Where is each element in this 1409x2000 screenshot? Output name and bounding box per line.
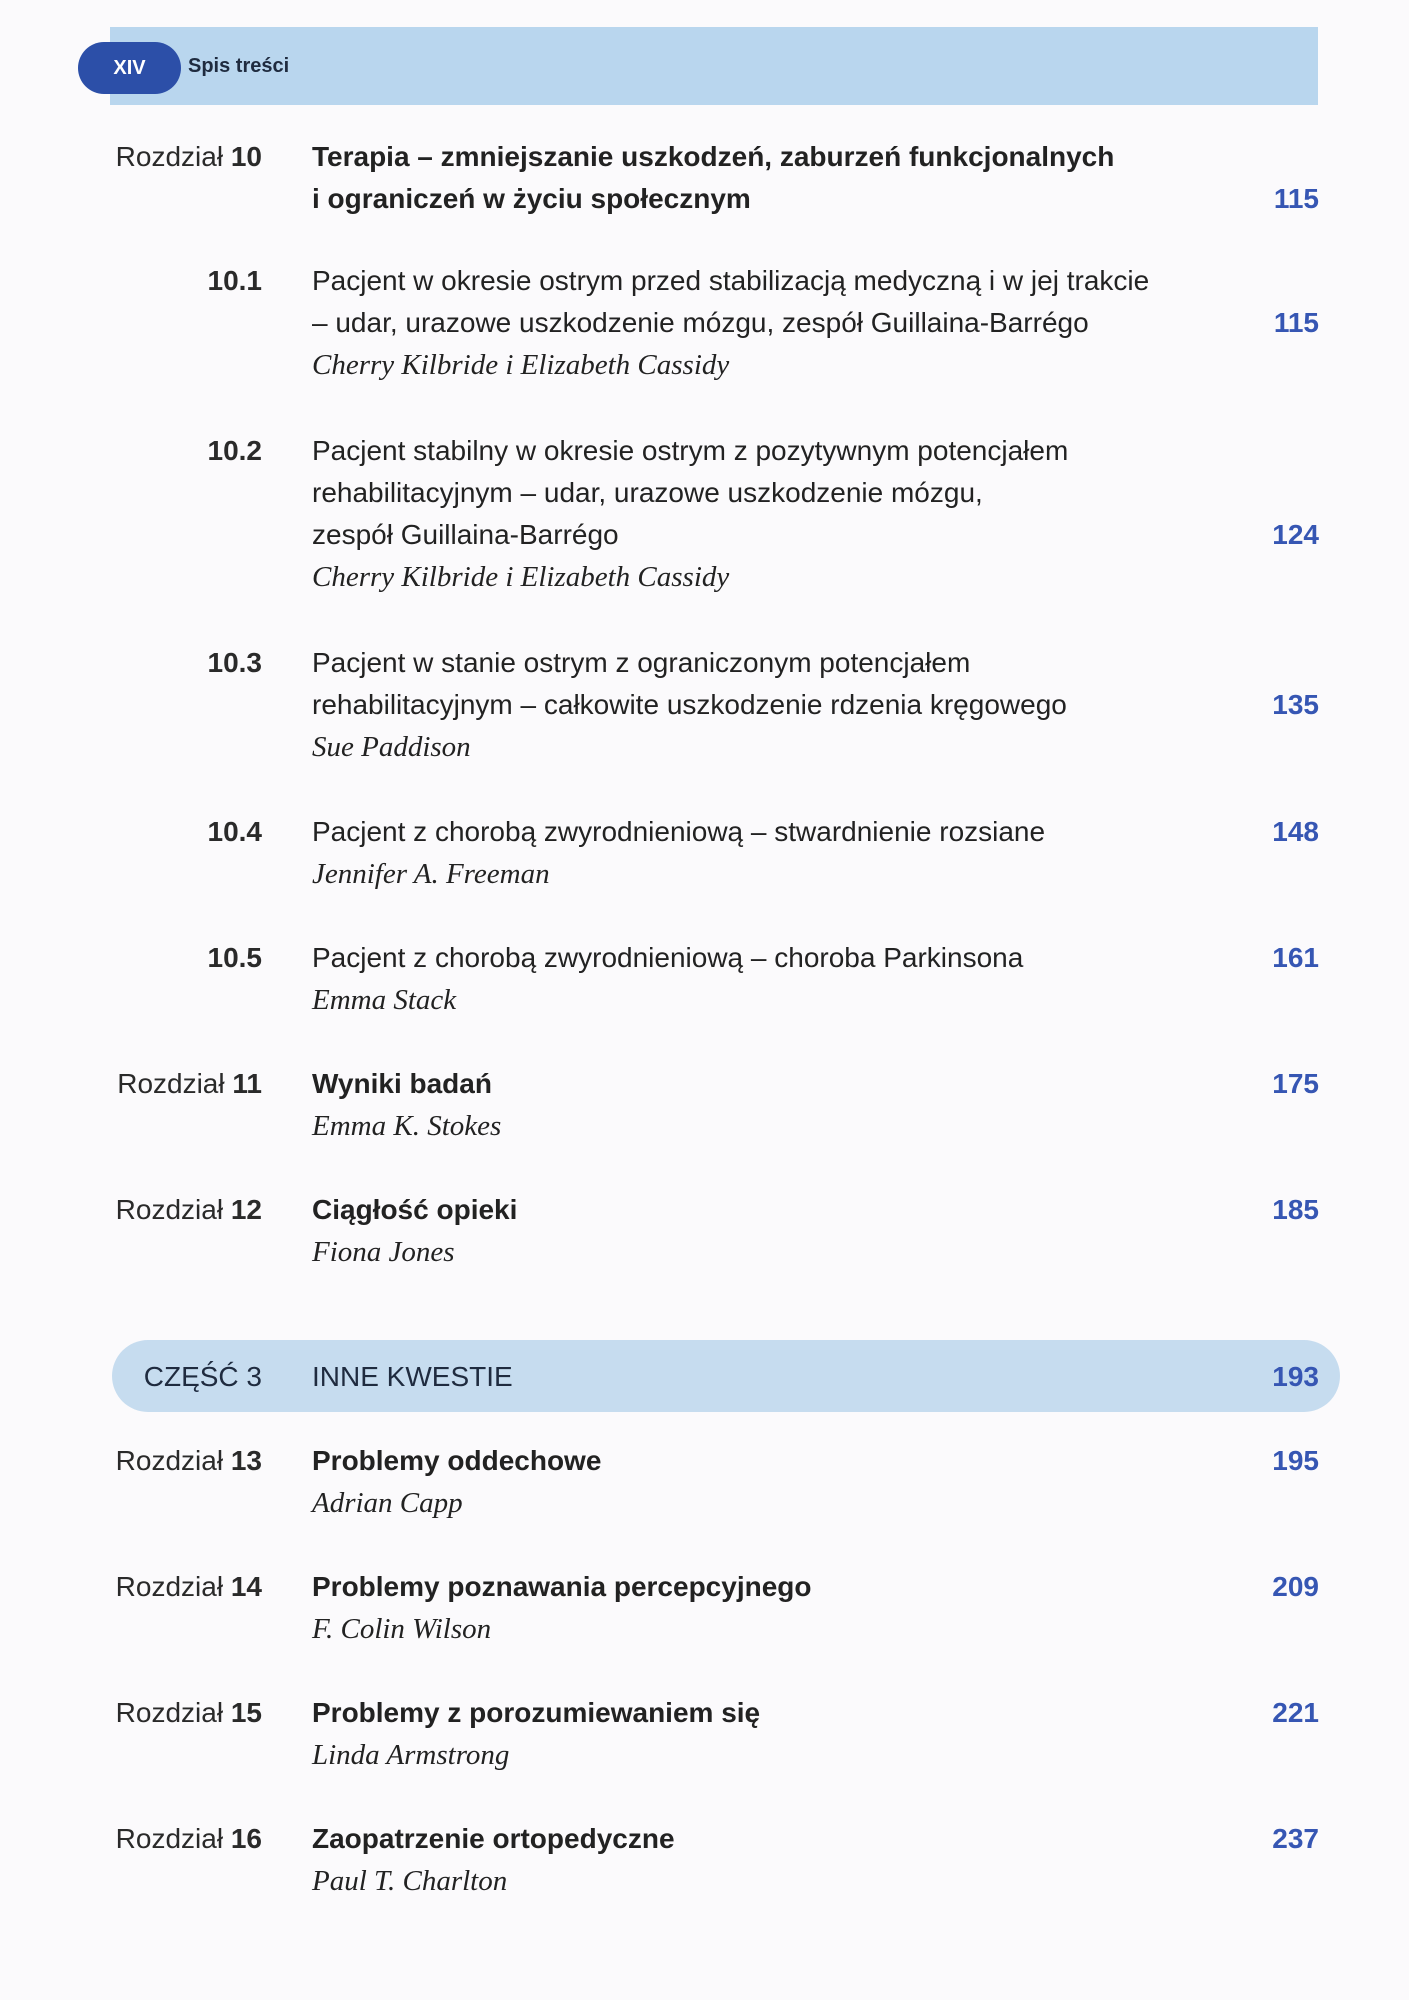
entry-body (312, 1818, 1212, 1902)
chapter-title: Ciągłość opieki (312, 1194, 518, 1225)
chapter-title: Wyniki badań (312, 1068, 492, 1099)
author-name: F. Colin Wilson (312, 1613, 492, 1645)
entry-body (312, 1356, 1212, 1398)
page-ref: 195 (1272, 1445, 1319, 1476)
author-name: Sue Paddison (312, 731, 471, 763)
page-ref: 237 (1272, 1823, 1319, 1854)
section-title-line-3: zespół Guillaina-Barrégo (312, 519, 619, 550)
chapter-title: Problemy oddechowe (312, 1445, 602, 1476)
page-ref: 115 (1273, 183, 1319, 214)
page-ref: 148 (1272, 816, 1319, 847)
section-title-line-1: Pacjent stabilny w okresie ostrym z pozytywnym potencjałem (312, 435, 1069, 466)
page-ref: 193 (1272, 1361, 1319, 1392)
chapter-label: Rozdział 14 (115, 1571, 262, 1602)
page-ref: 161 (1272, 942, 1319, 973)
author-name: Emma Stack (312, 984, 457, 1016)
section-title-line-1: Pacjent w okresie ostrym przed stabilizacją medyczną i w jej trakcie (312, 265, 1150, 296)
section-number: 10.2 (207, 435, 262, 466)
entry-body (312, 260, 1212, 386)
author-name: Adrian Capp (312, 1487, 463, 1519)
author-name: Paul T. Charlton (312, 1865, 508, 1897)
entry-body (312, 811, 1212, 895)
author-name: Cherry Kilbride i Elizabeth Cassidy (312, 349, 730, 381)
page-ref: 135 (1272, 689, 1319, 720)
section-title-line-2: rehabilitacyjnym – całkowite uszkodzenie rdzenia kręgowego (312, 689, 1067, 720)
page-number-badge: XIV (78, 42, 181, 94)
section-title-line-1: Pacjent z chorobą zwyrodnieniową – choroba Parkinsona (312, 942, 1024, 973)
page-ref: 185 (1272, 1194, 1319, 1225)
header-band (110, 27, 1318, 105)
chapter-label: Rozdział 10 (115, 141, 262, 172)
entry-body (312, 937, 1212, 1021)
page-ref: 115 (1273, 307, 1319, 338)
section-number: 10.4 (207, 816, 262, 847)
chapter-label: Rozdział 12 (115, 1194, 262, 1225)
chapter-title: Zaopatrzenie ortopedyczne (312, 1823, 675, 1854)
part-title: INNE KWESTIE (312, 1361, 513, 1392)
author-name: Fiona Jones (312, 1236, 455, 1268)
page-ref: 209 (1272, 1571, 1319, 1602)
page-ref: 221 (1272, 1697, 1319, 1728)
chapter-title: Problemy poznawania percepcyjnego (312, 1571, 812, 1602)
author-name: Emma K. Stokes (312, 1110, 502, 1142)
entry-body (312, 136, 1212, 220)
chapter-title-line-1: Terapia – zmniejszanie uszkodzeń, zaburzeń funkcjonalnych (312, 141, 1115, 172)
section-title-line-2: rehabilitacyjnym – udar, urazowe uszkodzenie mózgu, (312, 477, 983, 508)
section-number: 10.3 (207, 647, 262, 678)
chapter-label: Rozdział 15 (115, 1697, 262, 1728)
page-ref: 124 (1272, 519, 1319, 550)
part-label: CZĘŚĆ 3 (143, 1361, 262, 1392)
entry-body (312, 1440, 1212, 1524)
chapter-label: Rozdział 16 (115, 1823, 262, 1854)
section-number: 10.5 (207, 942, 262, 973)
section-title-line-2: – udar, urazowe uszkodzenie mózgu, zespół Guillaina-Barrégo (312, 307, 1089, 338)
page-ref: 175 (1272, 1068, 1319, 1099)
chapter-title-line-2: i ograniczeń w życiu społecznym (312, 183, 751, 214)
entry-body (312, 1189, 1212, 1273)
chapter-title: Problemy z porozumiewaniem się (312, 1697, 761, 1728)
section-number: 10.1 (207, 265, 262, 296)
running-header-title: Spis treści (188, 55, 290, 77)
author-name: Linda Armstrong (312, 1739, 510, 1771)
section-title-line-1: Pacjent w stanie ostrym z ograniczonym potencjałem (312, 647, 971, 678)
entry-body (312, 1566, 1212, 1650)
chapter-label: Rozdział 11 (117, 1068, 262, 1099)
entry-body (312, 1063, 1212, 1147)
entry-body (312, 430, 1212, 598)
author-name: Jennifer A. Freeman (312, 858, 550, 890)
entry-body (312, 642, 1212, 768)
chapter-label: Rozdział 13 (115, 1445, 262, 1476)
author-name: Cherry Kilbride i Elizabeth Cassidy (312, 561, 730, 593)
section-title-line-1: Pacjent z chorobą zwyrodnieniową – stwardnienie rozsiane (312, 816, 1046, 847)
entry-body (312, 1692, 1212, 1776)
